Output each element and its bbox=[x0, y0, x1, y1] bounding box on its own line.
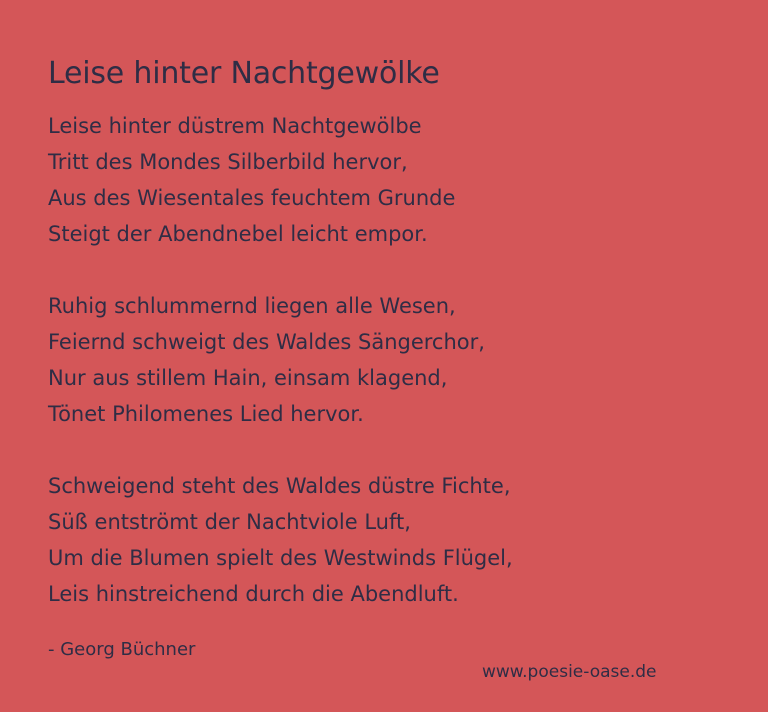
stanza-1 bbox=[48, 108, 728, 252]
website-url: www.poesie-oase.de bbox=[482, 662, 657, 682]
poem-body bbox=[48, 108, 728, 648]
poem-title: Leise hinter Nachtgewölke bbox=[48, 56, 440, 91]
poem-line: Steigt der Abendnebel leicht empor. bbox=[48, 222, 428, 246]
poem-line: Feiernd schweigt des Waldes Sängerchor, bbox=[48, 330, 485, 354]
poem-line: Aus des Wiesentales feuchtem Grunde bbox=[48, 186, 456, 210]
poem-line: Leise hinter düstrem Nachtgewölbe bbox=[48, 114, 422, 138]
poem-line: Schweigend steht des Waldes düstre Fichte, bbox=[48, 474, 511, 498]
poem-line: Um die Blumen spielt des Westwinds Flügel, bbox=[48, 546, 513, 570]
poem-line: Leis hinstreichend durch die Abendluft. bbox=[48, 582, 459, 606]
poem-line: Ruhig schlummernd liegen alle Wesen, bbox=[48, 294, 456, 318]
poem-line: Süß entströmt der Nachtviole Luft, bbox=[48, 510, 411, 534]
poem-line: Tritt des Mondes Silberbild hervor, bbox=[48, 150, 408, 174]
stanza-3 bbox=[48, 468, 728, 612]
poem-line: Tönet Philomenes Lied hervor. bbox=[48, 402, 364, 426]
poem-line: Nur aus stillem Hain, einsam klagend, bbox=[48, 366, 448, 390]
stanza-2 bbox=[48, 288, 728, 432]
poem-author: - Georg Büchner bbox=[48, 639, 196, 660]
